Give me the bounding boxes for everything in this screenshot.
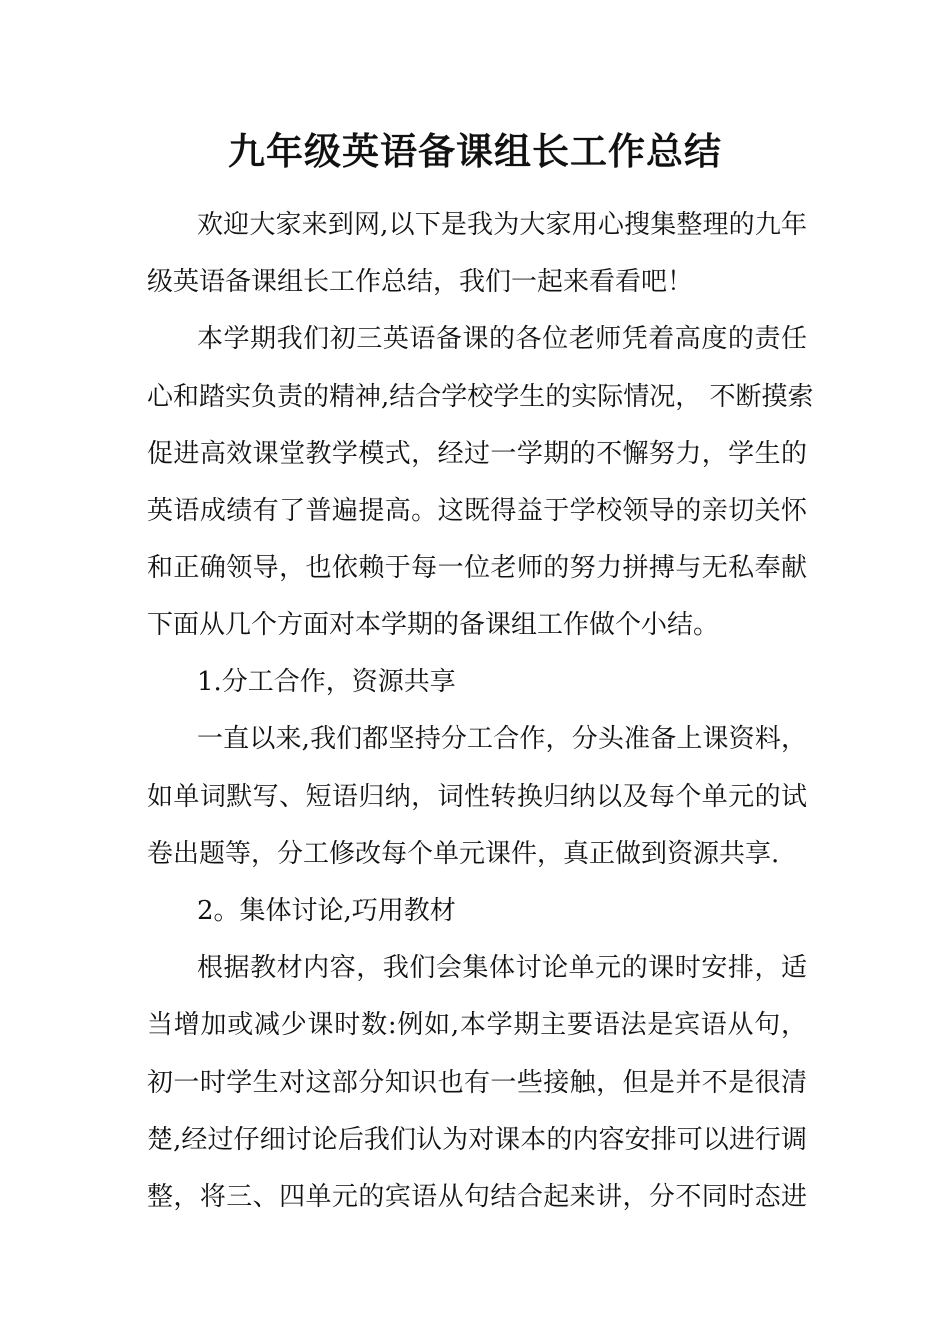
body-line: 如单词默写、短语归纳，词性转换归纳以及每个单元的试 xyxy=(147,782,807,812)
body-line: 整，将三、四单元的宾语从句结合起来讲，分不同时态进 xyxy=(147,1182,807,1212)
body-line: 促进高效课堂教学模式，经过一学期的不懈努力，学生的 xyxy=(147,439,807,469)
body-line: 楚,经过仔细讨论后我们认为对课本的内容安排可以进行调 xyxy=(147,1125,807,1155)
body-line: 初一时学生对这部分知识也有一些接触，但是并不是很清 xyxy=(147,1068,807,1098)
body-line: 当增加或减少课时数:例如,本学期主要语法是宾语从句， xyxy=(147,1010,807,1040)
body-line: 根据教材内容，我们会集体讨论单元的课时安排，适 xyxy=(197,953,807,983)
body-line: 卷出题等，分工修改每个单元课件，真正做到资源共享. xyxy=(147,839,780,869)
body-line: 和正确领导，也依赖于每一位老师的努力拼搏与无私奉献 xyxy=(147,553,807,583)
section-heading: 2。集体讨论,巧用教材 xyxy=(197,896,456,926)
document-title: 九年级英语备课组长工作总结 xyxy=(228,130,722,173)
section-heading: 1.分工合作，资源共享 xyxy=(197,667,456,697)
body-line: 级英语备课组长工作总结，我们一起来看看吧！ xyxy=(147,267,694,297)
body-line: 下面从几个方面对本学期的备课组工作做个小结。 xyxy=(147,610,720,640)
body-line: 心和踏实负责的精神,结合学校学生的实际情况， 不断摸索 xyxy=(147,382,814,412)
body-line: 一直以来,我们都坚持分工合作，分头准备上课资料， xyxy=(197,724,807,754)
body-line: 英语成绩有了普遍提高。这既得益于学校领导的亲切关怀 xyxy=(147,496,807,526)
body-line: 欢迎大家来到网,以下是我为大家用心搜集整理的九年 xyxy=(197,210,807,240)
body-line: 本学期我们初三英语备课的各位老师凭着高度的责任 xyxy=(197,324,807,354)
